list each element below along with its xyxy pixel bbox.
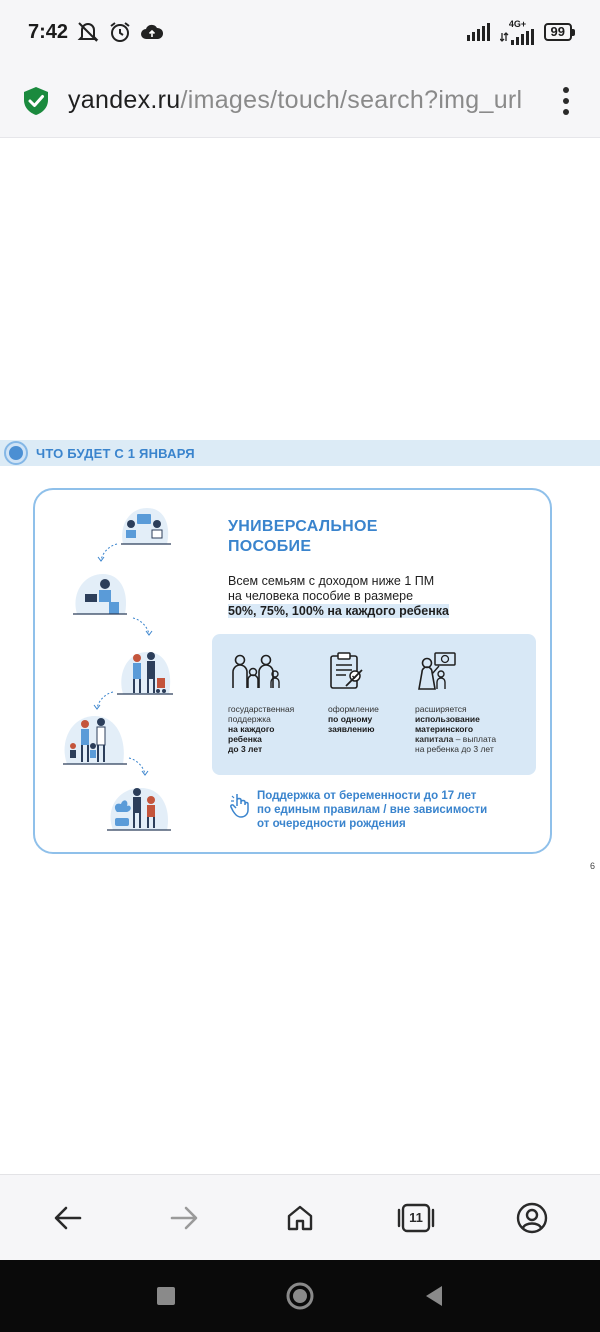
back-triangle-icon[interactable] <box>424 1285 444 1307</box>
illustration-office-icon <box>117 504 173 550</box>
mute-icon <box>76 21 100 43</box>
mother-child-money-icon <box>415 652 457 692</box>
arrow-down-left-icon <box>91 690 115 712</box>
desc-line-2: на человека пособие в размере <box>228 589 414 603</box>
feature-3-line-4-rest: – выплата <box>453 734 497 744</box>
back-button[interactable] <box>38 1188 98 1248</box>
feature-application <box>328 652 379 734</box>
page-number: 6 <box>590 861 596 871</box>
feature-1-line-1: государственная <box>228 704 295 714</box>
desc-line-1: Всем семьям с доходом ниже 1 ПМ <box>228 574 435 588</box>
shield-check-icon <box>22 86 50 116</box>
feature-3-line-3: материнского <box>415 724 474 734</box>
card-title-line-1: УНИВЕРСАЛЬНОЕ <box>228 518 378 535</box>
home-button[interactable] <box>270 1188 330 1248</box>
menu-dots-icon[interactable] <box>554 87 578 115</box>
network-label: 4G+ <box>508 18 527 29</box>
page-content <box>0 138 600 1174</box>
features-box <box>212 634 536 775</box>
feature-2-line-1: оформление <box>328 704 379 714</box>
alarm-icon <box>108 21 132 43</box>
url-path: /images/touch/search?img_url <box>180 86 523 114</box>
signal-4g <box>500 20 536 45</box>
footer-note <box>257 789 487 831</box>
back-arrow-icon <box>54 1206 82 1230</box>
signal-icon <box>466 23 492 41</box>
card-title <box>228 517 378 557</box>
feature-3-line-4 <box>415 734 515 744</box>
illustration-laptop-icon <box>69 570 131 620</box>
forward-arrow-icon <box>170 1206 198 1230</box>
status-bar <box>0 0 600 64</box>
status-time: 7:42 <box>28 20 69 43</box>
illustration-family-children-icon <box>57 710 129 768</box>
home-icon <box>286 1204 314 1232</box>
status-right-icons <box>466 20 572 45</box>
family-icon <box>228 652 280 692</box>
feature-3-line-1: расширяется <box>415 704 467 714</box>
arrow-down-left-icon <box>95 542 119 564</box>
feature-application-text <box>328 704 418 734</box>
desc-highlight: 50%, 75%, 100% на каждого ребенка <box>228 604 449 618</box>
desc-line-3 <box>228 604 449 619</box>
footer-line-2: по единым правилам / вне зависимости <box>257 804 488 816</box>
feature-3-line-2: использование <box>415 714 480 724</box>
feature-1-line-5: до 3 лет <box>228 744 263 754</box>
battery-icon: 99 <box>544 23 572 41</box>
forward-button[interactable] <box>154 1188 214 1248</box>
feature-3-line-5: на ребенка до 3 лет <box>415 744 494 754</box>
feature-2-line-2: по одному <box>328 714 373 724</box>
feature-maternity-capital <box>415 652 497 754</box>
tab-count: 11 <box>409 1210 423 1225</box>
slide-card <box>33 488 552 854</box>
illustration-family-plant-icon <box>101 782 173 834</box>
feature-2-line-3: заявлению <box>328 724 375 734</box>
url-bar <box>0 64 600 138</box>
card-description <box>228 574 449 619</box>
clipboard-check-icon <box>328 652 364 692</box>
footer-line-1: Поддержка от беременности до 17 лет <box>257 790 477 802</box>
feature-maternity-capital-text <box>415 704 515 754</box>
feature-3-line-4-bold: капитала <box>415 734 454 744</box>
feature-1-line-4: ребенка <box>228 734 262 744</box>
recents-square-icon[interactable] <box>156 1286 176 1306</box>
feature-1-line-2: поддержка <box>228 714 271 724</box>
feature-family <box>228 652 295 754</box>
status-left-icons <box>76 21 164 43</box>
feature-family-text <box>228 704 318 754</box>
system-nav-bar <box>0 1260 600 1332</box>
arrow-down-right-icon <box>131 616 155 638</box>
feature-1-line-3: на каждого <box>228 724 275 734</box>
profile-icon <box>516 1202 548 1234</box>
bullet-dot-icon <box>4 441 28 465</box>
pointing-hand-icon <box>230 792 250 818</box>
footer-line-3: от очередности рождения <box>257 818 406 830</box>
signal-4g-icon <box>500 29 536 45</box>
home-circle-icon[interactable] <box>286 1282 314 1310</box>
slide-header <box>0 440 600 466</box>
card-title-line-2: ПОСОБИЕ <box>228 538 312 555</box>
tabs-button[interactable] <box>386 1188 446 1248</box>
url-field[interactable] <box>68 86 534 115</box>
slide-header-text: ЧТО БУДЕТ С 1 ЯНВАРЯ <box>36 445 195 461</box>
browser-bottom-nav <box>0 1174 600 1260</box>
arrow-down-right-icon <box>127 756 151 778</box>
cloud-icon <box>140 22 164 42</box>
illustration-family-walk-icon <box>113 646 175 698</box>
profile-button[interactable] <box>502 1188 562 1248</box>
url-host: yandex.ru <box>68 86 181 114</box>
